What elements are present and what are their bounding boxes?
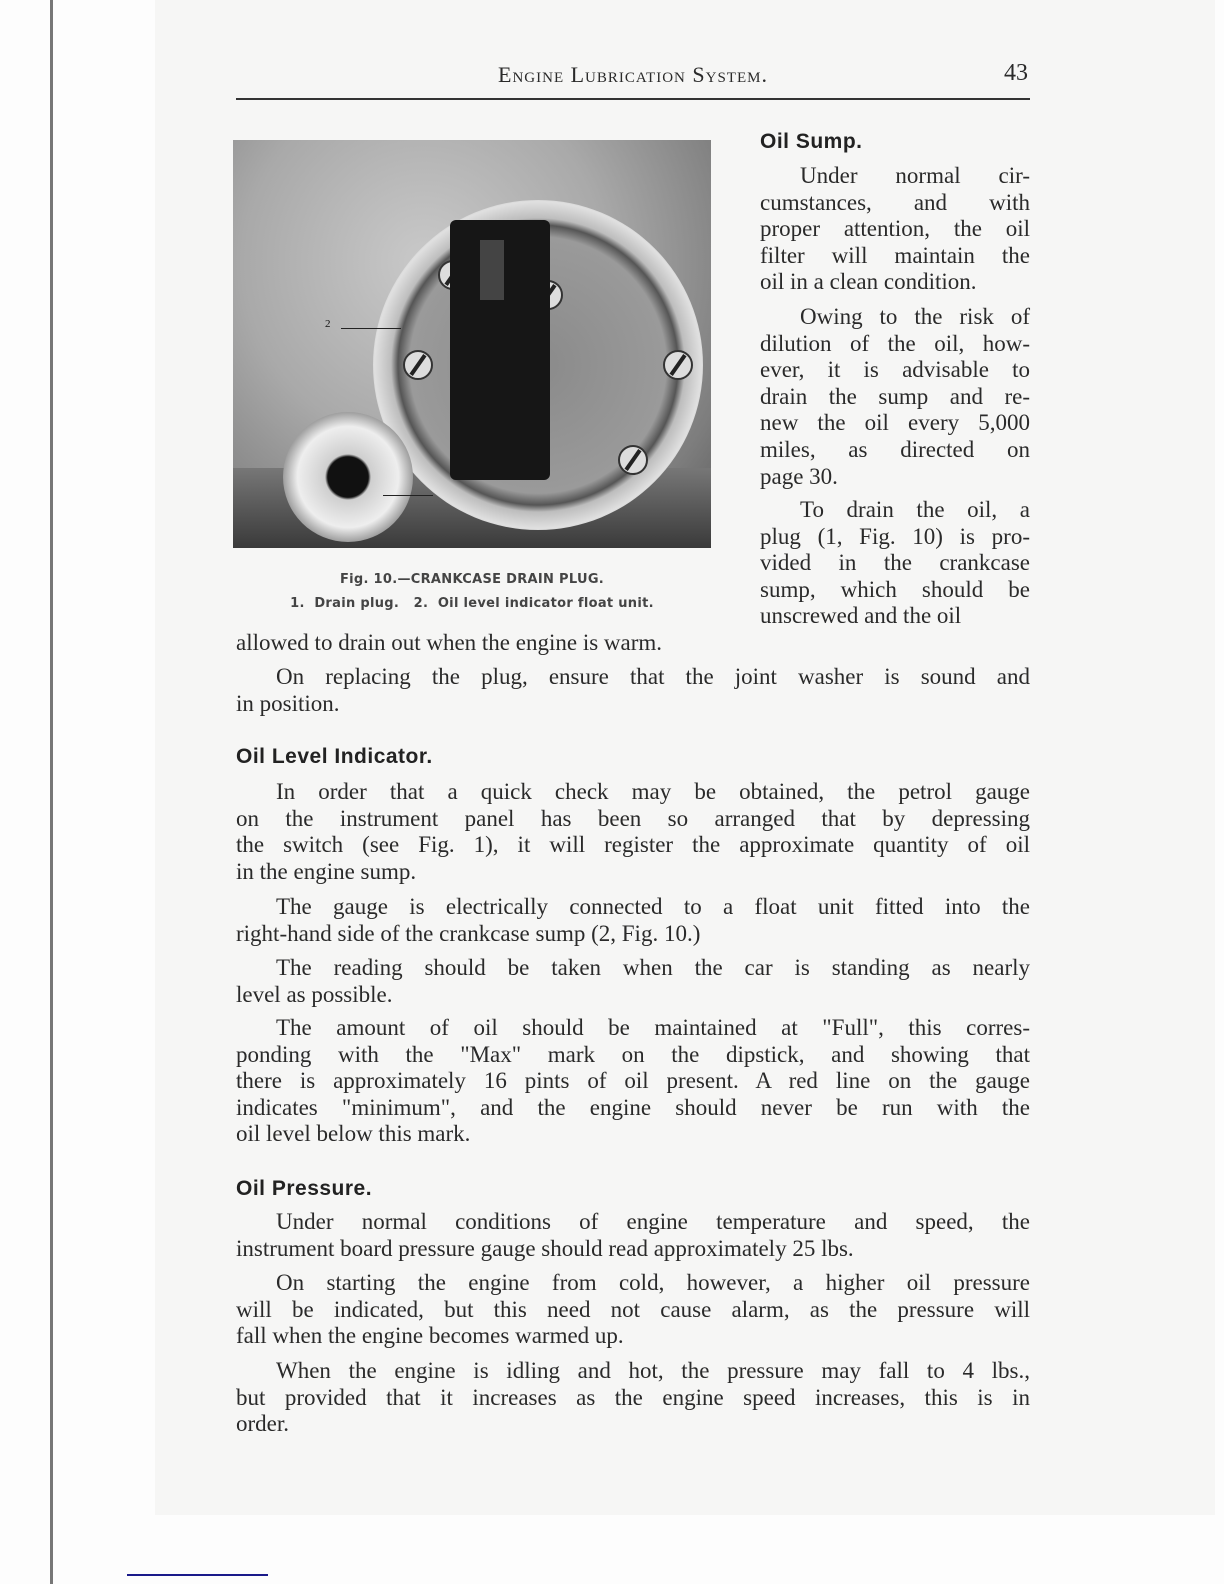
text-line: order. [236,1411,290,1437]
text-line: on the instrument panel has been so arranged that by depressing [236,805,1030,831]
text-line: On starting the engine from cold, however, a higher oil pressure [276,1270,1030,1295]
text-line: To drain the oil, a [800,497,1030,522]
text-line: in position. [236,690,340,716]
text-line: there is approximately 16 pints of oil present. A red line on the gauge [236,1068,1030,1094]
running-header [236,58,1030,100]
text-line: allowed to drain out when the engine is warm. [236,630,663,655]
figure-10-photo [233,140,711,548]
drain-plug [283,412,413,542]
text-line: Under normal cir- [800,163,1030,188]
text-line: but provided that it increases as the engine speed increases, this is in [236,1384,1030,1410]
paragraph [236,1209,1030,1262]
screw [663,350,693,380]
text-line: the switch (see Fig. 1), it will register the approximate quantity of oil [236,832,1030,858]
paragraph [236,1358,1030,1438]
text-line: sump, which should be [760,576,1030,602]
scan-margin-rule [127,1574,268,1576]
figure-caption [233,568,711,616]
text-line: will be indicated, but this need not cause alarm, as the pressure will [236,1296,1030,1322]
paragraph [236,1015,1030,1148]
text-line: When the engine is idling and hot, the pressure may fall to 4 lbs., [276,1358,1030,1383]
text-line: fall when the engine becomes warmed up. [236,1323,624,1349]
text-line: in the engine sump. [236,858,417,884]
text-line: instrument board pressure gauge should read approximately 25 lbs. [236,1235,854,1261]
heading-oil-level-indicator: Oil Level Indicator. [236,745,433,768]
text-line: miles, as directed on [760,436,1030,462]
screw [403,350,433,380]
text-line: dilution of the oil, how- [760,330,1030,356]
paragraph [760,304,1030,490]
paragraph [236,779,1030,885]
text-line: level as possible. [236,981,393,1007]
text-line: new the oil every 5,000 [760,410,1030,436]
text-line: right-hand side of the crankcase sump (2, Fig. 10.) [236,920,701,946]
text-line: page 30. [760,463,838,489]
paragraph [236,1270,1030,1350]
text-line: filter will maintain the [760,242,1030,268]
text-line: ponding with the "Max" mark on the dipstick, and showing that [236,1041,1030,1067]
label-leader-1 [383,495,433,496]
heading-oil-sump: Oil Sump. [760,130,863,153]
screw [618,445,648,475]
paragraph [236,955,1030,1008]
paragraph [236,664,1030,717]
paragraph [236,630,1030,657]
text-line: Under normal conditions of engine temperature and speed, the [276,1209,1030,1234]
label-leader-2 [341,328,401,329]
text-line: In order that a quick check may be obtained, the petrol gauge [276,779,1030,804]
heading-oil-pressure: Oil Pressure. [236,1177,373,1200]
text-line: unscrewed and the oil [760,603,962,629]
text-line: The gauge is electrically connected to a float unit fitted into the [276,894,1030,919]
paragraph [760,497,1030,630]
chapter-title: Engine Lubrication System. [498,62,768,87]
text-line: cumstances, and with [760,189,1030,215]
float-unit-block [450,220,550,480]
text-line: Owing to the risk of [800,304,1030,329]
text-line: ever, it is advisable to [760,357,1030,383]
text-line: indicates "minimum", and the engine should never be run with the [236,1094,1030,1120]
text-line: The reading should be taken when the car is standing as nearly [276,955,1030,980]
text-line: plug (1, Fig. 10) is pro- [760,523,1030,549]
caption-legend: 1. Drain plug. 2. Oil level indicator float unit. [290,596,654,611]
text-line: On replacing the plug, ensure that the joint washer is sound and [276,664,1030,689]
text-line: drain the sump and re- [760,383,1030,409]
figure-label-2: 2 [325,318,331,330]
caption-title: Fig. 10.—CRANKCASE DRAIN PLUG. [339,572,605,587]
paragraph [236,894,1030,947]
page-number: 43 [1004,60,1028,86]
paragraph [760,163,1030,296]
text-line: The amount of oil should be maintained at "Full", this corres- [276,1015,1030,1040]
text-line: vided in the crankcase [760,550,1030,576]
page-binding-edge [50,0,53,1584]
text-line: oil level below this mark. [236,1121,471,1147]
text-line: oil in a clean condition. [760,269,977,295]
text-line: proper attention, the oil [760,216,1030,242]
